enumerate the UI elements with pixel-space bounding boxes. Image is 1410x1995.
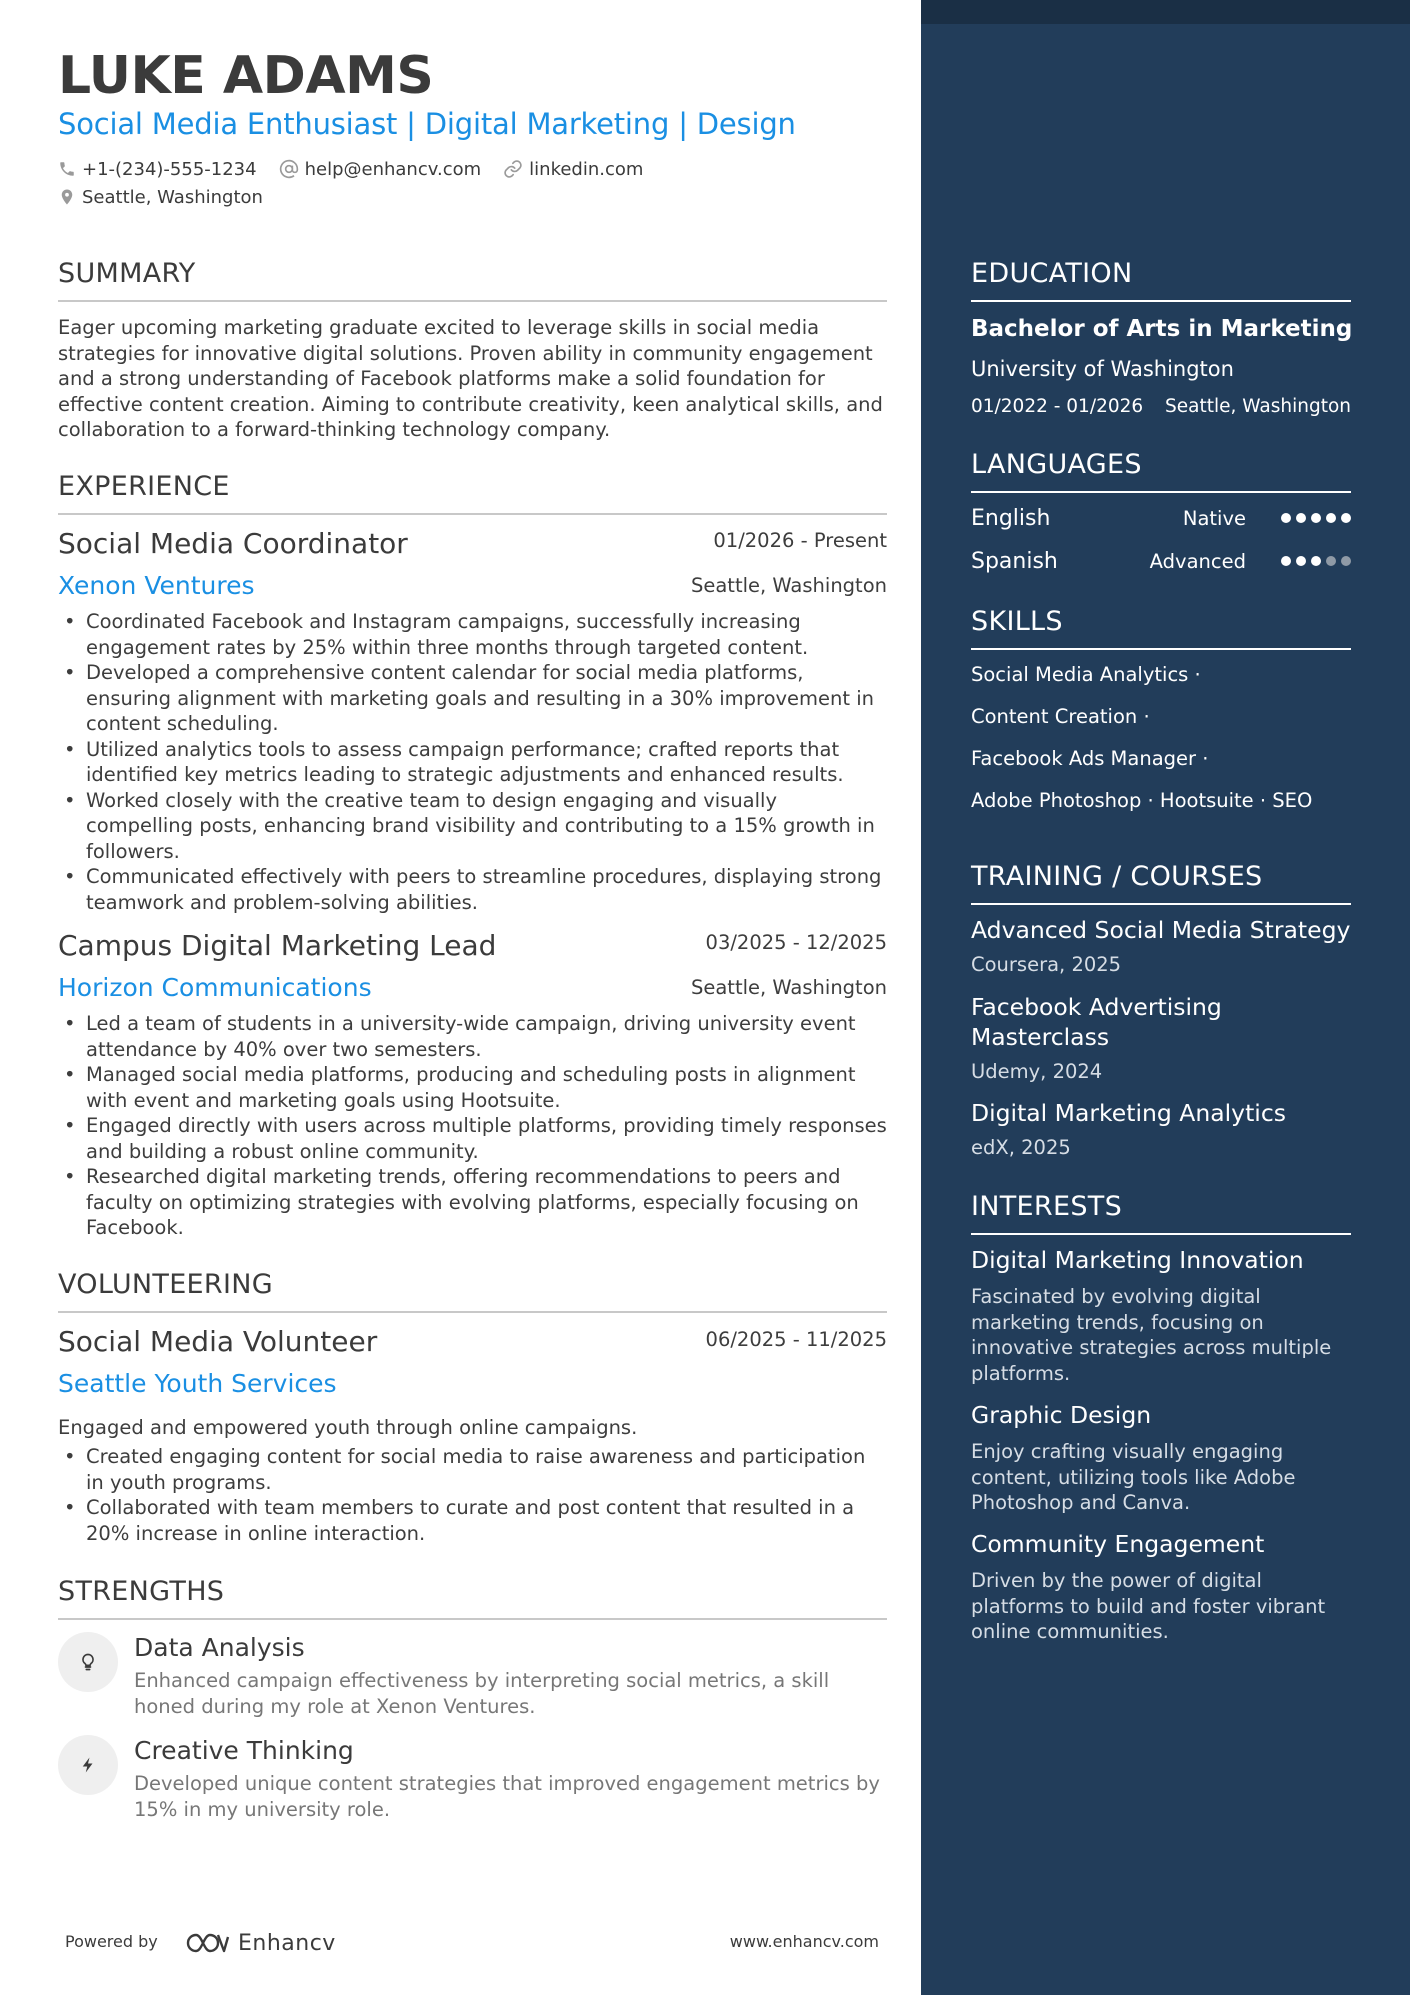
volunteer-bullet: • Created engaging content for social media to raise awareness and participation in youth programs.: [86, 1444, 887, 1495]
volunteer-description: Engaged and empowered youth through online campaigns.: [58, 1416, 638, 1439]
skill-line: Content Creation ·: [971, 705, 1150, 728]
strengths-section-title: STRENGTHS: [58, 1574, 887, 1620]
training-section-title: TRAINING / COURSES: [971, 859, 1351, 905]
skills-section-title: SKILLS: [971, 604, 1351, 650]
strength-description: Enhanced campaign effectiveness by interpreting social metrics, a skill honed during my role at Xenon Ventures.: [134, 1669, 830, 1718]
at-sign-icon: [279, 159, 299, 179]
interest-description: Enjoy crafting visually engaging content, utilizing tools like Adobe Photoshop and Canva.: [971, 1440, 1296, 1514]
education-section-title: EDUCATION: [971, 256, 1351, 302]
enhancv-logo[interactable]: [184, 1928, 336, 1958]
job-company: Horizon Communications: [58, 973, 372, 1002]
strength-description: Developed unique content strategies that improved engagement metrics by 15% in my university role.: [134, 1772, 880, 1821]
rating-dot-filled: [1311, 556, 1321, 566]
job-bullet: • Worked closely with the creative team to design engaging and visually compelling posts, enhancing brand visibility and contributing to a 15% growth in followers.: [86, 788, 887, 865]
job-dates: 03/2025 - 12/2025: [705, 931, 887, 954]
candidate-headline: Social Media Enthusiast | Digital Marketing | Design: [58, 107, 796, 141]
website-link[interactable]: www.enhancv.com: [729, 1932, 879, 1951]
language-row: [971, 547, 1351, 577]
volunteer-bullet: • Collaborated with team members to curate and post content that resulted in a 20% increase in online interaction.: [86, 1495, 887, 1546]
lightning-bolt-icon: [58, 1735, 118, 1795]
course-name: Digital Marketing Analytics: [971, 1099, 1286, 1127]
language-row: [971, 504, 1351, 534]
skill-line: Facebook Ads Manager ·: [971, 747, 1209, 770]
linkedin-text: linkedin.com: [529, 158, 644, 180]
interest-name: Digital Marketing Innovation: [971, 1246, 1304, 1274]
education-degree: Bachelor of Arts in Marketing: [971, 316, 1353, 342]
volunteering-section-title: VOLUNTEERING: [58, 1267, 887, 1313]
rating-dot-filled: [1341, 513, 1351, 523]
volunteer-bullets: [58, 1444, 887, 1546]
volunteer-organization: Seattle Youth Services: [58, 1369, 337, 1398]
rating-dot-filled: [1281, 513, 1291, 523]
lightbulb-icon: [58, 1632, 118, 1692]
job-bullet: • Led a team of students in a university-wide campaign, driving university event attendance by 40% over two semesters.: [86, 1011, 887, 1062]
email-text: help@enhancv.com: [304, 158, 482, 180]
strength-title: Creative Thinking: [134, 1736, 354, 1765]
skill-line: Adobe Photoshop · Hootsuite · SEO: [971, 789, 1313, 812]
rating-dot-filled: [1326, 513, 1336, 523]
job-bullet: • Developed a comprehensive content calendar for social media platforms, ensuring alignment with marketing goals and resulting in a 30% improvement in content scheduling.: [86, 660, 887, 737]
job-title: Social Media Coordinator: [58, 527, 408, 560]
rating-dot-filled: [1311, 513, 1321, 523]
course-provider: Udemy, 2024: [971, 1060, 1103, 1083]
course-name: Facebook Advertising Masterclass: [971, 993, 1222, 1051]
education-dates: 01/2022 - 01/2026: [971, 396, 1144, 417]
course-provider: edX, 2025: [971, 1136, 1071, 1159]
language-rating: [1276, 556, 1351, 566]
rating-dot-filled: [1296, 513, 1306, 523]
powered-by-label: Powered by: [65, 1932, 158, 1951]
course-name: Advanced Social Media Strategy: [971, 916, 1351, 944]
education-location: Seattle, Washington: [1165, 396, 1351, 417]
phone-text: +1-(234)-555-1234: [82, 158, 257, 180]
location-text: Seattle, Washington: [82, 186, 263, 208]
contact-row: [58, 156, 665, 182]
education-school: University of Washington: [971, 357, 1234, 381]
language-level: Advanced: [1149, 550, 1246, 573]
experience-section-title: EXPERIENCE: [58, 469, 887, 515]
language-level: Native: [1182, 507, 1246, 530]
job-bullets: [58, 609, 887, 915]
candidate-name: LUKE ADAMS: [58, 46, 434, 106]
job-bullets: [58, 1011, 887, 1241]
job-bullet: • Utilized analytics tools to assess campaign performance; crafted reports that identified key metrics leading to strategic adjustments and enhanced results.: [86, 737, 887, 788]
rating-dot-empty: [1341, 556, 1351, 566]
job-dates: 01/2026 - Present: [713, 529, 887, 552]
sidebar-top-bar: [921, 0, 1410, 24]
contact-row-location: [58, 184, 285, 210]
interests-section-title: INTERESTS: [971, 1189, 1351, 1235]
volunteer-dates: 06/2025 - 11/2025: [705, 1328, 887, 1351]
job-bullet: • Communicated effectively with peers to streamline procedures, displaying strong teamwork and problem-solving abilities.: [86, 864, 887, 915]
job-company: Xenon Ventures: [58, 571, 255, 600]
location-pin-icon: [58, 187, 76, 207]
summary-section-title: SUMMARY: [58, 256, 887, 302]
job-location: Seattle, Washington: [690, 976, 887, 999]
rating-dot-empty: [1326, 556, 1336, 566]
contact-linkedin[interactable]: [503, 159, 643, 180]
contact-email[interactable]: [279, 159, 482, 180]
contact-phone[interactable]: [58, 159, 257, 180]
language-rating: [1276, 513, 1351, 523]
enhancv-logo-text: Enhancv: [238, 1930, 336, 1956]
job-bullet: • Engaged directly with users across multiple platforms, providing timely responses and building a robust online community.: [86, 1113, 887, 1164]
job-location: Seattle, Washington: [690, 574, 887, 597]
job-bullet: • Coordinated Facebook and Instagram campaigns, successfully increasing engagement rates by 25% within three months through targeted content.: [86, 609, 887, 660]
enhancv-logo-icon: [184, 1931, 230, 1955]
rating-dot-filled: [1281, 556, 1291, 566]
language-name: Spanish: [971, 549, 1058, 574]
course-provider: Coursera, 2025: [971, 953, 1122, 976]
job-bullet: • Researched digital marketing trends, offering recommendations to peers and faculty on optimizing strategies with evolving platforms, especially focusing on Facebook.: [86, 1164, 887, 1241]
volunteer-role: Social Media Volunteer: [58, 1325, 378, 1358]
skill-line: Social Media Analytics ·: [971, 663, 1201, 686]
job-title: Campus Digital Marketing Lead: [58, 929, 497, 962]
contact-location: [58, 187, 263, 208]
interest-name: Graphic Design: [971, 1401, 1152, 1429]
languages-section-title: LANGUAGES: [971, 447, 1351, 493]
phone-icon: [58, 160, 76, 178]
footer: [58, 1928, 887, 1958]
interest-description: Driven by the power of digital platforms to build and foster vibrant online communities.: [971, 1569, 1326, 1643]
language-name: English: [971, 506, 1051, 531]
interest-description: Fascinated by evolving digital marketing trends, focusing on innovative strategies across multiple platforms.: [971, 1285, 1332, 1385]
job-bullet: • Managed social media platforms, producing and scheduling posts in alignment with event and marketing goals using Hootsuite.: [86, 1062, 887, 1113]
interest-name: Community Engagement: [971, 1530, 1265, 1558]
link-icon: [503, 159, 523, 179]
summary-text: Eager upcoming marketing graduate excited to leverage skills in social media strategies for innovative digital solutions. Proven ability in community engagement and a strong understanding of Facebook platforms make a solid foundation for effective content creation. Aiming to contribute creativity, keen analytical skills, and collaboration to a forward-thinking technology company.: [58, 316, 883, 441]
rating-dot-filled: [1296, 556, 1306, 566]
strength-title: Data Analysis: [134, 1633, 305, 1662]
